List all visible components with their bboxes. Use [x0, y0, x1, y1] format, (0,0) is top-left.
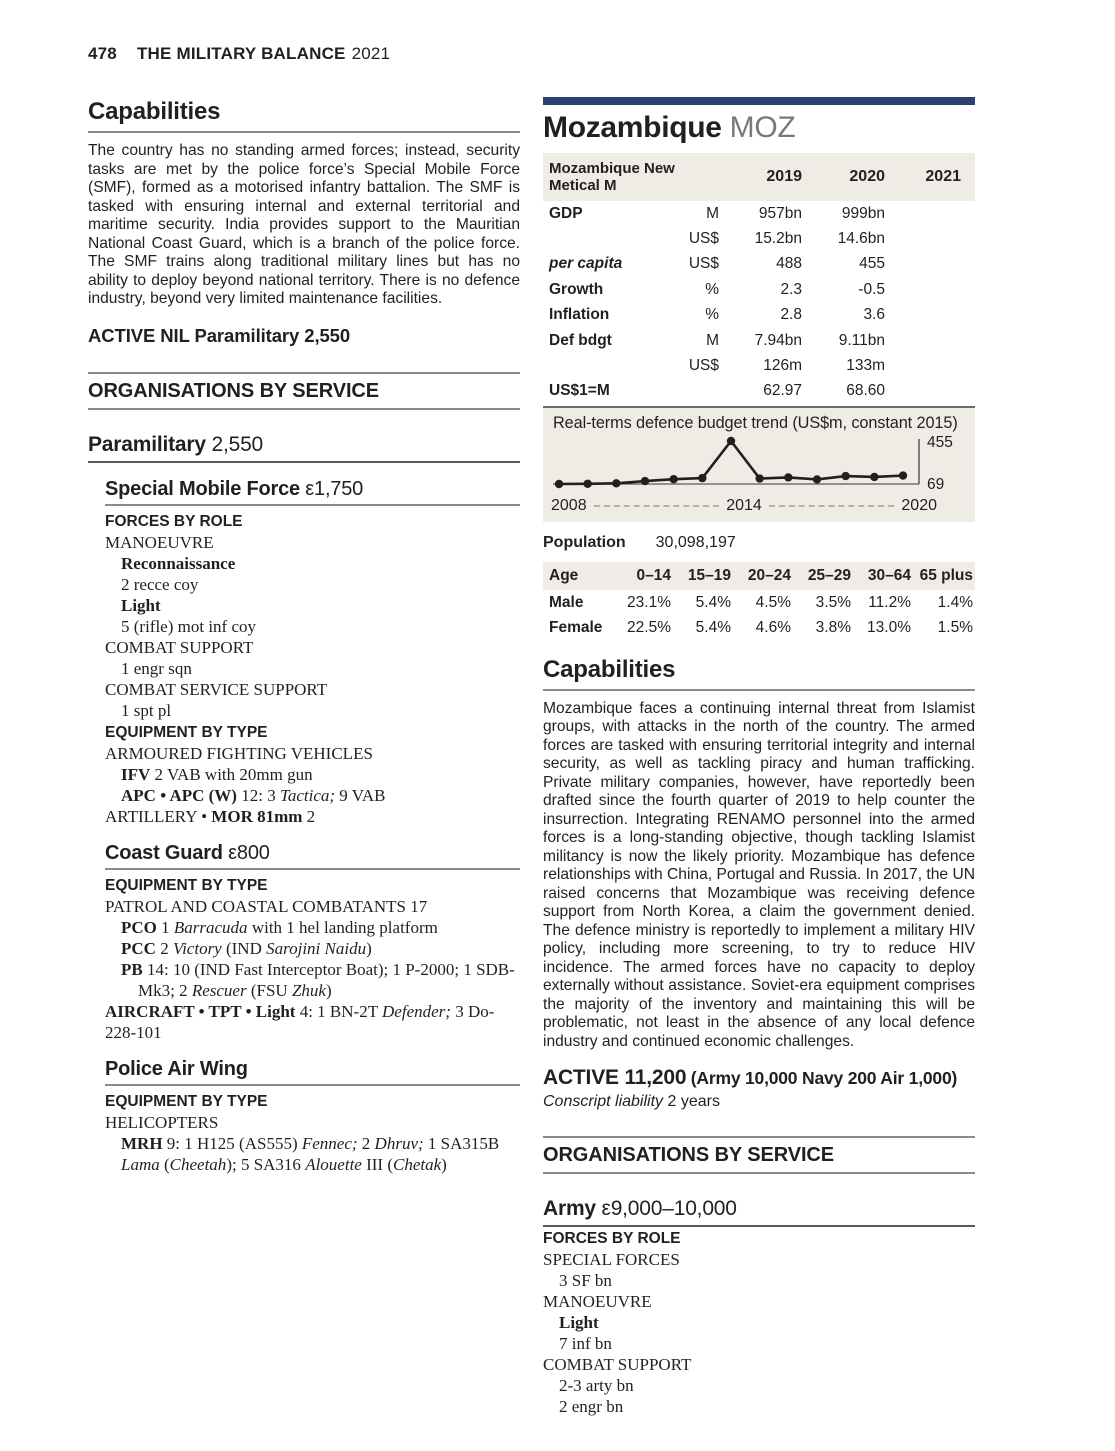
org-run: Chetak — [393, 1154, 442, 1174]
age-header-cell: 20–24 — [747, 566, 791, 584]
age-row-value: 3.5% — [815, 593, 851, 611]
org-run: ) — [441, 1154, 447, 1174]
active-strength-line-left: ACTIVE NIL Paramilitary 2,550 — [88, 324, 351, 346]
org-run: ARMOURED FIGHTING VEHICLES — [105, 743, 373, 763]
right-column — [543, 0, 975, 1417]
unit-heading — [105, 842, 520, 870]
econ-row-value: 62.97 — [763, 382, 802, 400]
age-table-header — [543, 562, 975, 590]
age-row-value: 13.0% — [867, 618, 911, 636]
org-line — [105, 959, 520, 980]
budget-chart-svg — [551, 433, 967, 491]
unit-heading — [105, 478, 520, 506]
econ-row — [543, 353, 975, 378]
age-header-cell: Age — [549, 566, 579, 584]
org-subhead: FORCES BY ROLE — [543, 1230, 681, 1248]
org-line — [105, 764, 520, 785]
org-run: Light — [121, 595, 161, 615]
age-header-cell: 0–14 — [636, 566, 671, 584]
econ-row-label — [549, 353, 649, 378]
capabilities-heading-right: Capabilities — [543, 656, 975, 691]
org-run: MANOEUVRE — [543, 1292, 652, 1312]
age-row-value: 1.4% — [937, 593, 973, 611]
budget-data-point — [813, 475, 821, 483]
budget-data-point — [669, 475, 677, 483]
org-run: Cheetah — [169, 1154, 227, 1174]
econ-row-value: 999bn — [841, 204, 885, 222]
age-row — [543, 615, 975, 640]
econ-row-value: 68.60 — [846, 382, 885, 400]
org-run: APC • APC (W) — [121, 785, 237, 805]
country-code: MOZ — [729, 111, 796, 144]
capabilities-paragraph-left: The country has no standing armed forces; instead, security tasks are met by the police force’s Special Mobile Force (SMF), formed as a motorised infantry battalion. The SMF is tasked with ensuring internal and external territorial and maritime security. India provides support to the Mauritian National Coast Guard, which is a branch of the police force. The SMF trains along traditional military lines but has no ability to deploy beyond national territory. There is no defence industry, beyond very limited maintenance facilities. — [88, 142, 520, 307]
age-row-value: 4.5% — [755, 593, 791, 611]
econ-row-value: 488 — [776, 255, 802, 273]
org-run: COMBAT SUPPORT — [105, 637, 254, 657]
org-run: 7 inf bn — [559, 1334, 612, 1354]
org-run: Lama — [121, 1154, 160, 1174]
x-axis-tick-label: 2014 — [726, 496, 762, 514]
defence-budget-chart — [543, 406, 975, 522]
service-strength: 2,550 — [211, 432, 264, 456]
country-title — [543, 112, 975, 144]
org-run: Fennec; — [301, 1133, 358, 1153]
econ-row-value — [885, 251, 961, 276]
econ-row-value: -0.5 — [858, 280, 885, 298]
year-col-2019: 2019 — [766, 167, 802, 185]
budget-data-point — [612, 479, 620, 487]
age-row-label: Male — [549, 593, 584, 611]
org-line — [105, 616, 520, 637]
econ-row-label: US$1=M — [549, 382, 610, 400]
econ-row-value: 9.11bn — [838, 331, 885, 349]
org-unit — [105, 1058, 520, 1175]
org-run: Mk3; 2 — [138, 980, 192, 1000]
book-year: 2021 — [351, 44, 391, 63]
econ-row — [543, 251, 975, 276]
org-run: PATROL AND COASTAL COMBATANTS — [105, 896, 406, 916]
budget-data-point — [641, 477, 649, 485]
active-breakdown: (Army 10,000 Navy 200 Air 1,000) — [690, 1068, 958, 1089]
org-line — [105, 1022, 520, 1043]
org-run: 1 engr sqn — [121, 658, 192, 678]
org-run: Rescuer — [191, 980, 247, 1000]
org-run: AIRCRAFT • TPT • Light — [105, 1001, 296, 1021]
org-unit — [105, 842, 520, 1043]
org-line — [105, 938, 520, 959]
x-axis-dash-leader — [769, 505, 895, 507]
budget-data-point — [698, 474, 706, 482]
org-run: ARTILLERY • — [105, 806, 212, 826]
conscript-value: 2 years — [667, 1093, 720, 1111]
org-run: 1 spt pl — [121, 700, 172, 720]
conscript-label: Conscript liability — [543, 1093, 664, 1111]
org-line — [105, 896, 520, 917]
economic-table-rows — [543, 201, 975, 404]
budget-data-point — [583, 479, 591, 487]
unit-name: Coast Guard — [105, 841, 223, 864]
unit-name: Police Air Wing — [105, 1057, 248, 1080]
budget-trend-line — [559, 441, 903, 484]
econ-row — [543, 302, 975, 327]
org-line — [543, 1333, 975, 1354]
unit-strength: ε1,750 — [299, 477, 364, 500]
econ-row-value — [885, 226, 961, 251]
org-line — [105, 1112, 520, 1133]
econ-row-value: 7.94bn — [754, 331, 802, 349]
econ-row-unit — [649, 378, 719, 403]
org-run: 5 (rifle) mot inf coy — [121, 616, 257, 636]
age-row-value: 5.4% — [695, 618, 731, 636]
budget-chart-plot — [551, 433, 967, 496]
org-line — [105, 1154, 520, 1175]
econ-row — [543, 378, 975, 403]
org-line — [543, 1312, 975, 1333]
y-max-label: 455 — [927, 433, 953, 451]
econ-row-label — [549, 226, 649, 251]
org-line — [105, 1001, 520, 1022]
org-line — [105, 743, 520, 764]
org-run: Victory — [172, 938, 222, 958]
econ-row — [543, 226, 975, 251]
org-line — [105, 980, 520, 1001]
service-name: Army — [543, 1197, 596, 1221]
econ-row — [543, 328, 975, 353]
org-run: III ( — [361, 1154, 393, 1174]
age-row-value: 23.1% — [627, 593, 671, 611]
budget-data-point — [870, 473, 878, 481]
org-line — [105, 553, 520, 574]
org-subhead: EQUIPMENT BY TYPE — [105, 723, 268, 741]
org-run: Sarojini Naidu — [266, 938, 367, 958]
org-run: 4: 1 BN-2T — [295, 1001, 383, 1021]
age-header-cell: 15–19 — [687, 566, 731, 584]
econ-row-label: Growth — [549, 280, 604, 298]
unit-strength: ε800 — [222, 841, 270, 864]
book-title: THE MILITARY BALANCE — [136, 44, 346, 63]
age-header-cell: 65 plus — [919, 566, 973, 584]
org-run: ( — [159, 1154, 170, 1174]
org-run: PCC — [121, 938, 156, 958]
econ-row-value: 2.8 — [780, 306, 802, 324]
econ-row — [543, 277, 975, 302]
org-subhead: FORCES BY ROLE — [105, 512, 243, 530]
econ-row-value: 455 — [859, 255, 885, 273]
age-row — [543, 590, 975, 615]
econ-row-value: 957bn — [758, 204, 802, 222]
org-run: (FSU — [246, 980, 292, 1000]
econ-row-value: 14.6bn — [837, 229, 885, 247]
y-min-label: 69 — [927, 475, 945, 491]
econ-row-label: Def bdgt — [549, 331, 612, 349]
org-run: COMBAT SUPPORT — [543, 1355, 692, 1375]
org-line — [105, 637, 520, 658]
org-subhead: EQUIPMENT BY TYPE — [105, 876, 268, 894]
econ-row-value — [885, 277, 961, 302]
econ-row — [543, 201, 975, 226]
capabilities-paragraph-right: Mozambique faces a continuing internal threat from Islamist groups, with attacks in the north of the country. The armed forces are tasked with ensuring territorial integrity and internal security, as well as tackling piracy and human trafficking. Private military companies, however, have reportedly been drafted since the fourth quarter of 2019 to help counter the insurrection. Integrating RENAMO personnel into the armed forces is a long-standing objective, though tackling Islamist militancy is now the likely priority. Mozambique has defence relationships with China, Portugal and Russia. In 2017, the UN raised concerns that Mozambique was receiving defence support from North Korea, a claim the government denied. The defence ministry is reportedly to implement a military HIV policy, including more screening, to try to reduce HIV incidence. The armed forces have no capacity to deploy externally without assistance. Soviet-era equipment comprises the majority of the inventory and maintaining this will be problematic, not least in the absence of any local defence industry and continued economic challenges. — [543, 699, 975, 1050]
econ-row-value: 126m — [763, 356, 802, 374]
chart-x-axis-labels — [551, 497, 937, 515]
age-header-cell: 30–64 — [867, 566, 911, 584]
org-run: Defender; — [382, 1001, 451, 1021]
conscript-line — [543, 1093, 975, 1111]
org-run: ) — [366, 938, 372, 958]
active-strength-line-right — [543, 1066, 975, 1090]
budget-data-point — [555, 480, 563, 488]
org-run: 9 VAB — [335, 785, 386, 805]
org-run: 3 SF bn — [559, 1271, 612, 1291]
org-line — [105, 658, 520, 679]
econ-row-unit: % — [705, 280, 719, 298]
org-run: ) — [325, 980, 332, 1000]
left-units — [88, 478, 520, 1175]
age-row-value: 11.2% — [868, 593, 911, 611]
organisations-heading-left: ORGANISATIONS BY SERVICE — [88, 372, 520, 410]
org-line — [105, 806, 520, 827]
service-heading-paramilitary — [88, 433, 520, 463]
org-line — [543, 1375, 975, 1396]
org-line — [543, 1249, 975, 1270]
org-run: ); 5 SA316 — [226, 1154, 306, 1174]
org-line — [543, 1354, 975, 1375]
econ-row-unit: M — [706, 204, 719, 222]
org-line — [105, 679, 520, 700]
age-row-value: 5.4% — [695, 593, 731, 611]
org-run: 2 — [155, 938, 173, 958]
org-run: MRH — [121, 1133, 163, 1153]
econ-row-label: GDP — [549, 204, 583, 222]
age-row-value: 3.8% — [815, 618, 851, 636]
service-heading-army — [543, 1197, 975, 1227]
econ-row-value — [885, 302, 961, 327]
x-axis-tick-label: 2020 — [901, 496, 937, 514]
org-run: 2-3 arty bn — [559, 1376, 634, 1396]
x-axis-tick-label: 2008 — [551, 496, 587, 514]
unit-name: Special Mobile Force — [105, 477, 300, 500]
econ-row-value: 15.2bn — [754, 229, 802, 247]
capabilities-heading-left: Capabilities — [88, 98, 520, 133]
economic-table-header — [543, 153, 975, 201]
chart-title: Real-terms defence budget trend (US$m, constant 2015) — [553, 413, 958, 432]
budget-data-point — [899, 471, 907, 479]
org-run: Dhruv; — [374, 1133, 424, 1153]
age-row-value: 1.5% — [937, 618, 973, 636]
econ-row-unit: % — [705, 306, 719, 324]
org-run: Barracuda — [173, 917, 248, 937]
budget-data-point — [784, 473, 792, 481]
org-run: SPECIAL FORCES — [543, 1250, 680, 1270]
age-row-value: 22.5% — [627, 618, 671, 636]
econ-row-unit: US$ — [688, 255, 719, 273]
org-line — [543, 1270, 975, 1291]
org-run: Light — [559, 1313, 599, 1333]
econ-row-value: 3.6 — [863, 306, 885, 324]
econ-row-unit: US$ — [688, 356, 719, 374]
population-value: 30,098,197 — [655, 533, 736, 551]
org-line — [543, 1291, 975, 1312]
age-row-label: Female — [549, 618, 603, 636]
org-line — [105, 1133, 520, 1154]
org-line — [105, 700, 520, 721]
org-run: with 1 hel landing platform — [247, 917, 438, 937]
budget-data-point — [841, 472, 849, 480]
org-line — [105, 574, 520, 595]
econ-row-value — [885, 353, 961, 378]
org-run: 3 Do- — [450, 1001, 495, 1021]
econ-row-unit: US$ — [688, 229, 719, 247]
army-items — [543, 1228, 975, 1417]
econ-row-value — [885, 378, 961, 403]
population-label: Population — [543, 533, 626, 551]
org-run: Zhuk — [291, 980, 326, 1000]
org-run: MANOEUVRE — [105, 532, 214, 552]
org-run: HELICOPTERS — [105, 1112, 219, 1132]
age-row-value: 4.6% — [755, 618, 791, 636]
org-run: 14: 10 (IND Fast Interceptor Boat); 1 P-2000; 1 SDB- — [142, 959, 515, 979]
econ-row-value: 2.3 — [780, 280, 802, 298]
org-run: PB — [121, 959, 143, 979]
organisations-heading-right: ORGANISATIONS BY SERVICE — [543, 1136, 975, 1174]
econ-row-value — [885, 328, 961, 353]
org-run: 228-101 — [105, 1022, 162, 1042]
econ-row-value — [885, 201, 961, 226]
org-run: 2 VAB with 20mm gun — [150, 764, 313, 784]
page-number: 478 — [88, 44, 117, 63]
econ-row-value: 133m — [846, 356, 885, 374]
org-run: Reconnaissance — [121, 553, 236, 573]
org-run: IFV — [121, 764, 151, 784]
org-line — [105, 917, 520, 938]
population-row — [543, 534, 975, 552]
org-line — [543, 1396, 975, 1417]
org-run: 2 — [302, 806, 316, 826]
org-line — [105, 532, 520, 553]
year-col-2021: 2021 — [925, 167, 961, 185]
org-run: 1 — [156, 917, 174, 937]
org-run: 1 SA315B — [423, 1133, 500, 1153]
budget-data-point — [727, 437, 735, 445]
age-header-cell: 25–29 — [807, 566, 851, 584]
org-line — [105, 595, 520, 616]
econ-row-label: Inflation — [549, 306, 610, 324]
unit-heading — [105, 1058, 520, 1086]
econ-row-label: per capita — [549, 255, 623, 273]
org-run: MOR 81mm — [211, 806, 303, 826]
org-run: 17 — [405, 896, 428, 916]
org-run: PCO — [121, 917, 157, 937]
service-strength: ε9,000–10,000 — [601, 1197, 737, 1221]
org-run: 2 engr bn — [559, 1397, 624, 1417]
currency-label: Mozambique New Metical M — [549, 159, 675, 194]
org-run: (IND — [221, 938, 267, 958]
org-run: Alouette — [305, 1154, 362, 1174]
budget-data-point — [755, 474, 763, 482]
year-col-2020: 2020 — [849, 167, 885, 185]
age-table-rows — [543, 590, 975, 640]
org-line — [105, 785, 520, 806]
country-name: Mozambique — [543, 111, 722, 144]
org-subhead: EQUIPMENT BY TYPE — [105, 1092, 268, 1110]
org-run: COMBAT SERVICE SUPPORT — [105, 679, 328, 699]
org-run: 12: 3 — [236, 785, 280, 805]
country-header-bar — [543, 97, 975, 105]
left-column — [88, 0, 520, 1175]
service-name: Paramilitary — [88, 432, 206, 456]
x-axis-dash-leader — [594, 505, 720, 507]
econ-row-unit: M — [706, 331, 719, 349]
active-total: ACTIVE 11,200 — [543, 1066, 687, 1090]
org-run: 9: 1 H125 (AS555) — [162, 1133, 302, 1153]
org-run: 2 — [357, 1133, 375, 1153]
org-unit — [105, 478, 520, 827]
org-run: Tactica; — [279, 785, 336, 805]
org-run: 2 recce coy — [121, 574, 199, 594]
